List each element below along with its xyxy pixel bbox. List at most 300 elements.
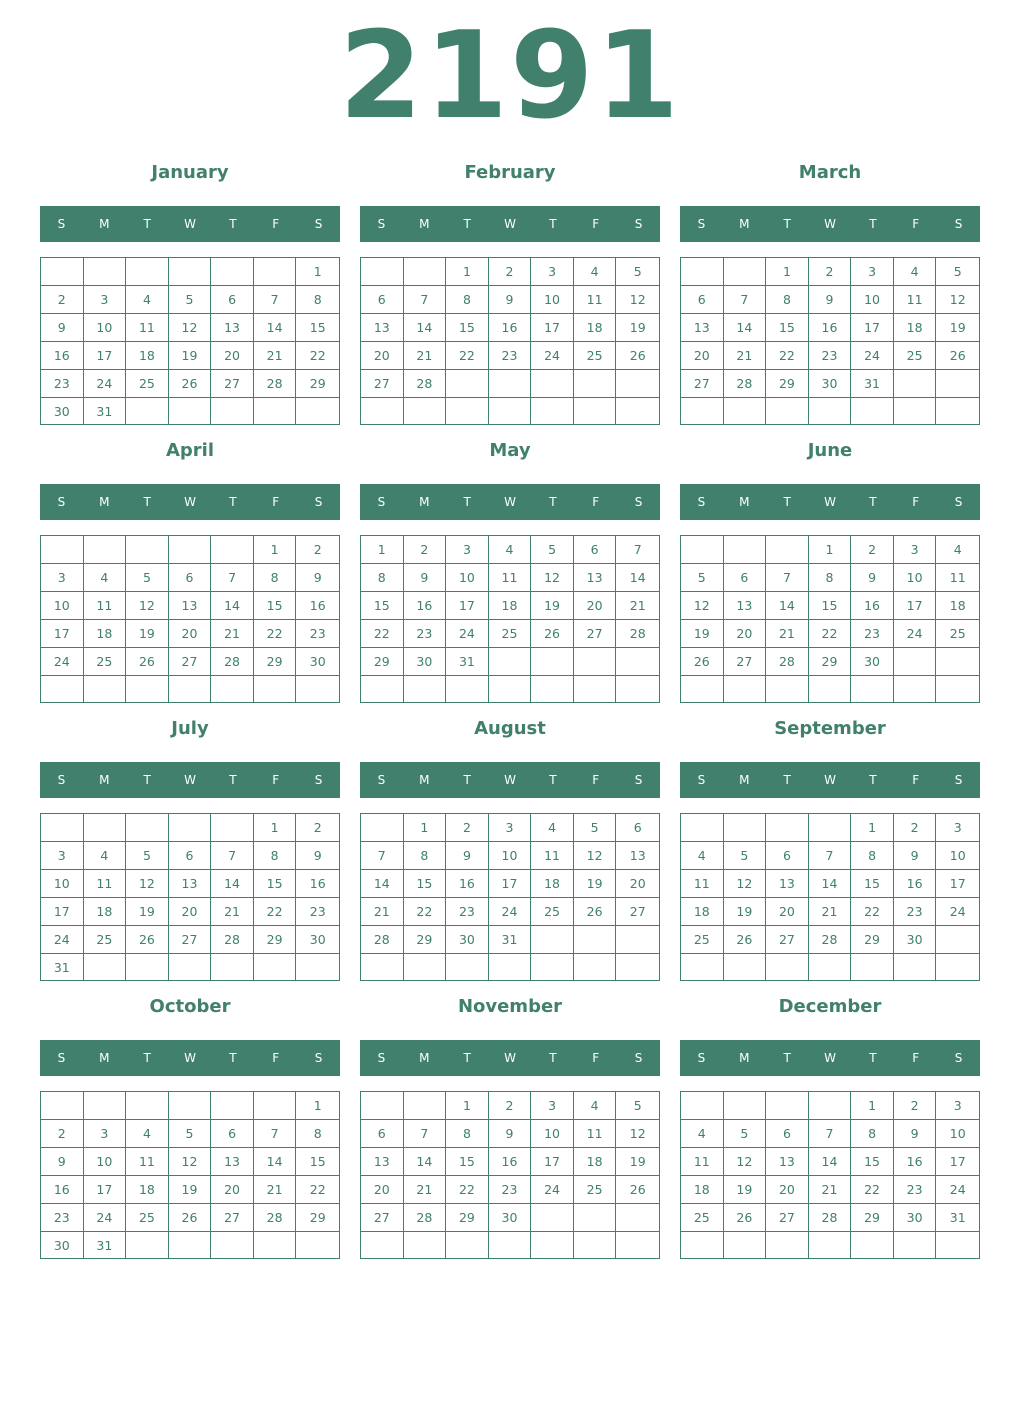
day-cell[interactable]: 18 (531, 870, 574, 898)
day-cell[interactable]: 25 (574, 1176, 617, 1204)
day-cell[interactable]: 5 (126, 564, 169, 592)
day-cell[interactable]: 5 (126, 842, 169, 870)
day-cell[interactable]: 30 (296, 648, 339, 676)
day-cell[interactable]: 24 (531, 1176, 574, 1204)
day-cell[interactable]: 17 (84, 342, 127, 370)
day-cell[interactable]: 8 (446, 286, 489, 314)
day-cell[interactable]: 3 (446, 536, 489, 564)
day-cell[interactable]: 1 (851, 814, 894, 842)
day-cell[interactable]: 11 (574, 286, 617, 314)
day-cell[interactable]: 11 (574, 1120, 617, 1148)
day-cell[interactable]: 29 (254, 926, 297, 954)
day-cell[interactable]: 29 (766, 370, 809, 398)
day-cell[interactable]: 28 (404, 1204, 447, 1232)
day-cell[interactable]: 16 (809, 314, 852, 342)
day-cell[interactable]: 26 (531, 620, 574, 648)
day-cell[interactable]: 21 (361, 898, 404, 926)
day-cell[interactable]: 3 (41, 564, 84, 592)
day-cell[interactable]: 20 (169, 898, 212, 926)
day-cell[interactable]: 26 (681, 648, 724, 676)
day-cell[interactable]: 28 (254, 370, 297, 398)
day-cell[interactable]: 13 (361, 314, 404, 342)
day-cell[interactable]: 27 (766, 1204, 809, 1232)
day-cell[interactable]: 23 (489, 342, 532, 370)
day-cell[interactable]: 22 (446, 1176, 489, 1204)
day-cell[interactable]: 6 (361, 1120, 404, 1148)
day-cell[interactable]: 17 (531, 1148, 574, 1176)
day-cell[interactable]: 19 (616, 314, 659, 342)
day-cell[interactable]: 10 (41, 870, 84, 898)
day-cell[interactable]: 15 (851, 870, 894, 898)
day-cell[interactable]: 18 (574, 1148, 617, 1176)
day-cell[interactable]: 10 (446, 564, 489, 592)
day-cell[interactable]: 14 (404, 1148, 447, 1176)
day-cell[interactable]: 7 (766, 564, 809, 592)
day-cell[interactable]: 28 (616, 620, 659, 648)
day-cell[interactable]: 17 (936, 1148, 979, 1176)
day-cell[interactable]: 20 (724, 620, 767, 648)
day-cell[interactable]: 5 (169, 286, 212, 314)
day-cell[interactable]: 14 (211, 592, 254, 620)
day-cell[interactable]: 29 (809, 648, 852, 676)
day-cell[interactable]: 3 (41, 842, 84, 870)
day-cell[interactable]: 27 (766, 926, 809, 954)
day-cell[interactable]: 19 (681, 620, 724, 648)
day-cell[interactable]: 9 (489, 286, 532, 314)
day-cell[interactable]: 25 (84, 648, 127, 676)
day-cell[interactable]: 28 (211, 926, 254, 954)
day-cell[interactable]: 28 (404, 370, 447, 398)
day-cell[interactable]: 16 (489, 314, 532, 342)
day-cell[interactable]: 29 (404, 926, 447, 954)
day-cell[interactable]: 6 (211, 286, 254, 314)
day-cell[interactable]: 27 (724, 648, 767, 676)
day-cell[interactable]: 22 (851, 898, 894, 926)
day-cell[interactable]: 5 (724, 1120, 767, 1148)
day-cell[interactable]: 9 (41, 314, 84, 342)
day-cell[interactable]: 12 (936, 286, 979, 314)
day-cell[interactable]: 16 (41, 1176, 84, 1204)
day-cell[interactable]: 29 (361, 648, 404, 676)
day-cell[interactable]: 12 (169, 1148, 212, 1176)
day-cell[interactable]: 12 (531, 564, 574, 592)
day-cell[interactable]: 4 (126, 286, 169, 314)
day-cell[interactable]: 9 (894, 842, 937, 870)
day-cell[interactable]: 19 (531, 592, 574, 620)
day-cell[interactable]: 21 (809, 1176, 852, 1204)
day-cell[interactable]: 1 (446, 258, 489, 286)
day-cell[interactable]: 8 (296, 286, 339, 314)
day-cell[interactable]: 23 (296, 898, 339, 926)
day-cell[interactable]: 25 (126, 1204, 169, 1232)
day-cell[interactable]: 18 (126, 1176, 169, 1204)
day-cell[interactable]: 25 (681, 1204, 724, 1232)
day-cell[interactable]: 10 (851, 286, 894, 314)
day-cell[interactable]: 14 (404, 314, 447, 342)
day-cell[interactable]: 5 (936, 258, 979, 286)
day-cell[interactable]: 7 (211, 564, 254, 592)
day-cell[interactable]: 26 (126, 926, 169, 954)
day-cell[interactable]: 25 (894, 342, 937, 370)
day-cell[interactable]: 16 (41, 342, 84, 370)
day-cell[interactable]: 15 (851, 1148, 894, 1176)
day-cell[interactable]: 26 (169, 370, 212, 398)
day-cell[interactable]: 17 (489, 870, 532, 898)
day-cell[interactable]: 12 (681, 592, 724, 620)
day-cell[interactable]: 18 (894, 314, 937, 342)
day-cell[interactable]: 26 (936, 342, 979, 370)
day-cell[interactable]: 21 (809, 898, 852, 926)
day-cell[interactable]: 11 (681, 1148, 724, 1176)
day-cell[interactable]: 29 (851, 1204, 894, 1232)
day-cell[interactable]: 4 (681, 1120, 724, 1148)
day-cell[interactable]: 27 (169, 648, 212, 676)
day-cell[interactable]: 20 (616, 870, 659, 898)
day-cell[interactable]: 24 (446, 620, 489, 648)
day-cell[interactable]: 19 (724, 1176, 767, 1204)
day-cell[interactable]: 9 (809, 286, 852, 314)
day-cell[interactable]: 15 (254, 870, 297, 898)
day-cell[interactable]: 5 (724, 842, 767, 870)
day-cell[interactable]: 8 (809, 564, 852, 592)
day-cell[interactable]: 12 (724, 870, 767, 898)
day-cell[interactable]: 1 (851, 1092, 894, 1120)
day-cell[interactable]: 15 (404, 870, 447, 898)
day-cell[interactable]: 16 (894, 870, 937, 898)
day-cell[interactable]: 22 (254, 898, 297, 926)
day-cell[interactable]: 30 (809, 370, 852, 398)
day-cell[interactable]: 31 (84, 398, 127, 425)
day-cell[interactable]: 18 (681, 898, 724, 926)
day-cell[interactable]: 24 (936, 1176, 979, 1204)
day-cell[interactable]: 25 (574, 342, 617, 370)
day-cell[interactable]: 27 (169, 926, 212, 954)
day-cell[interactable]: 28 (211, 648, 254, 676)
day-cell[interactable]: 28 (809, 926, 852, 954)
day-cell[interactable]: 5 (616, 258, 659, 286)
day-cell[interactable]: 28 (766, 648, 809, 676)
day-cell[interactable]: 30 (894, 926, 937, 954)
day-cell[interactable]: 15 (766, 314, 809, 342)
day-cell[interactable]: 20 (361, 1176, 404, 1204)
day-cell[interactable]: 20 (211, 1176, 254, 1204)
day-cell[interactable]: 10 (41, 592, 84, 620)
day-cell[interactable]: 6 (211, 1120, 254, 1148)
day-cell[interactable]: 2 (446, 814, 489, 842)
day-cell[interactable]: 4 (84, 842, 127, 870)
day-cell[interactable]: 7 (211, 842, 254, 870)
day-cell[interactable]: 6 (169, 842, 212, 870)
day-cell[interactable]: 5 (531, 536, 574, 564)
day-cell[interactable]: 7 (809, 1120, 852, 1148)
day-cell[interactable]: 18 (84, 898, 127, 926)
day-cell[interactable]: 27 (211, 1204, 254, 1232)
day-cell[interactable]: 5 (616, 1092, 659, 1120)
day-cell[interactable]: 2 (404, 536, 447, 564)
day-cell[interactable]: 13 (211, 314, 254, 342)
day-cell[interactable]: 11 (84, 592, 127, 620)
day-cell[interactable]: 12 (126, 592, 169, 620)
day-cell[interactable]: 5 (169, 1120, 212, 1148)
day-cell[interactable]: 8 (254, 564, 297, 592)
day-cell[interactable]: 26 (169, 1204, 212, 1232)
day-cell[interactable]: 24 (84, 1204, 127, 1232)
day-cell[interactable]: 7 (404, 1120, 447, 1148)
day-cell[interactable]: 6 (766, 842, 809, 870)
day-cell[interactable]: 22 (404, 898, 447, 926)
day-cell[interactable]: 1 (766, 258, 809, 286)
day-cell[interactable]: 7 (404, 286, 447, 314)
day-cell[interactable]: 14 (766, 592, 809, 620)
day-cell[interactable]: 12 (169, 314, 212, 342)
day-cell[interactable]: 23 (894, 898, 937, 926)
day-cell[interactable]: 28 (361, 926, 404, 954)
day-cell[interactable]: 9 (296, 842, 339, 870)
day-cell[interactable]: 30 (489, 1204, 532, 1232)
day-cell[interactable]: 17 (84, 1176, 127, 1204)
day-cell[interactable]: 3 (894, 536, 937, 564)
day-cell[interactable]: 8 (851, 1120, 894, 1148)
day-cell[interactable]: 29 (296, 370, 339, 398)
day-cell[interactable]: 23 (404, 620, 447, 648)
day-cell[interactable]: 14 (254, 314, 297, 342)
day-cell[interactable]: 6 (574, 536, 617, 564)
day-cell[interactable]: 19 (169, 342, 212, 370)
day-cell[interactable]: 3 (531, 258, 574, 286)
day-cell[interactable]: 14 (809, 1148, 852, 1176)
day-cell[interactable]: 17 (41, 898, 84, 926)
day-cell[interactable]: 30 (404, 648, 447, 676)
day-cell[interactable]: 20 (211, 342, 254, 370)
day-cell[interactable]: 6 (361, 286, 404, 314)
day-cell[interactable]: 9 (41, 1148, 84, 1176)
day-cell[interactable]: 29 (851, 926, 894, 954)
day-cell[interactable]: 19 (936, 314, 979, 342)
day-cell[interactable]: 8 (296, 1120, 339, 1148)
day-cell[interactable]: 3 (84, 286, 127, 314)
day-cell[interactable]: 21 (254, 1176, 297, 1204)
day-cell[interactable]: 25 (936, 620, 979, 648)
day-cell[interactable]: 11 (531, 842, 574, 870)
day-cell[interactable]: 1 (296, 258, 339, 286)
day-cell[interactable]: 8 (404, 842, 447, 870)
day-cell[interactable]: 13 (574, 564, 617, 592)
day-cell[interactable]: 17 (894, 592, 937, 620)
day-cell[interactable]: 20 (766, 1176, 809, 1204)
day-cell[interactable]: 14 (616, 564, 659, 592)
day-cell[interactable]: 13 (724, 592, 767, 620)
day-cell[interactable]: 18 (489, 592, 532, 620)
day-cell[interactable]: 7 (254, 1120, 297, 1148)
day-cell[interactable]: 24 (851, 342, 894, 370)
day-cell[interactable]: 19 (616, 1148, 659, 1176)
day-cell[interactable]: 1 (254, 814, 297, 842)
day-cell[interactable]: 9 (404, 564, 447, 592)
day-cell[interactable]: 19 (126, 620, 169, 648)
day-cell[interactable]: 11 (126, 1148, 169, 1176)
day-cell[interactable]: 6 (169, 564, 212, 592)
day-cell[interactable]: 23 (894, 1176, 937, 1204)
day-cell[interactable]: 21 (766, 620, 809, 648)
day-cell[interactable]: 31 (84, 1232, 127, 1259)
day-cell[interactable]: 27 (211, 370, 254, 398)
day-cell[interactable]: 14 (361, 870, 404, 898)
day-cell[interactable]: 21 (616, 592, 659, 620)
day-cell[interactable]: 23 (809, 342, 852, 370)
day-cell[interactable]: 10 (84, 1148, 127, 1176)
day-cell[interactable]: 10 (936, 842, 979, 870)
day-cell[interactable]: 4 (574, 1092, 617, 1120)
day-cell[interactable]: 23 (446, 898, 489, 926)
day-cell[interactable]: 1 (361, 536, 404, 564)
day-cell[interactable]: 21 (404, 1176, 447, 1204)
day-cell[interactable]: 13 (169, 592, 212, 620)
day-cell[interactable]: 1 (404, 814, 447, 842)
day-cell[interactable]: 5 (681, 564, 724, 592)
day-cell[interactable]: 31 (851, 370, 894, 398)
day-cell[interactable]: 3 (936, 814, 979, 842)
day-cell[interactable]: 21 (211, 898, 254, 926)
day-cell[interactable]: 9 (489, 1120, 532, 1148)
day-cell[interactable]: 23 (41, 1204, 84, 1232)
day-cell[interactable]: 13 (766, 870, 809, 898)
day-cell[interactable]: 31 (41, 954, 84, 981)
day-cell[interactable]: 12 (574, 842, 617, 870)
day-cell[interactable]: 5 (574, 814, 617, 842)
day-cell[interactable]: 6 (766, 1120, 809, 1148)
day-cell[interactable]: 1 (446, 1092, 489, 1120)
day-cell[interactable]: 15 (361, 592, 404, 620)
day-cell[interactable]: 8 (254, 842, 297, 870)
day-cell[interactable]: 2 (489, 1092, 532, 1120)
day-cell[interactable]: 7 (809, 842, 852, 870)
day-cell[interactable]: 4 (489, 536, 532, 564)
day-cell[interactable]: 30 (851, 648, 894, 676)
day-cell[interactable]: 29 (254, 648, 297, 676)
day-cell[interactable]: 18 (574, 314, 617, 342)
day-cell[interactable]: 7 (361, 842, 404, 870)
day-cell[interactable]: 2 (809, 258, 852, 286)
day-cell[interactable]: 12 (126, 870, 169, 898)
day-cell[interactable]: 30 (894, 1204, 937, 1232)
day-cell[interactable]: 26 (126, 648, 169, 676)
day-cell[interactable]: 8 (851, 842, 894, 870)
day-cell[interactable]: 24 (489, 898, 532, 926)
day-cell[interactable]: 11 (681, 870, 724, 898)
day-cell[interactable]: 28 (254, 1204, 297, 1232)
day-cell[interactable]: 10 (936, 1120, 979, 1148)
day-cell[interactable]: 4 (126, 1120, 169, 1148)
day-cell[interactable]: 6 (681, 286, 724, 314)
day-cell[interactable]: 16 (851, 592, 894, 620)
day-cell[interactable]: 1 (296, 1092, 339, 1120)
day-cell[interactable]: 16 (296, 870, 339, 898)
day-cell[interactable]: 3 (531, 1092, 574, 1120)
day-cell[interactable]: 28 (724, 370, 767, 398)
day-cell[interactable]: 7 (724, 286, 767, 314)
day-cell[interactable]: 24 (84, 370, 127, 398)
day-cell[interactable]: 9 (446, 842, 489, 870)
day-cell[interactable]: 31 (489, 926, 532, 954)
day-cell[interactable]: 16 (296, 592, 339, 620)
day-cell[interactable]: 20 (574, 592, 617, 620)
day-cell[interactable]: 27 (361, 1204, 404, 1232)
day-cell[interactable]: 17 (41, 620, 84, 648)
day-cell[interactable]: 2 (41, 286, 84, 314)
day-cell[interactable]: 25 (489, 620, 532, 648)
day-cell[interactable]: 13 (361, 1148, 404, 1176)
day-cell[interactable]: 3 (851, 258, 894, 286)
day-cell[interactable]: 21 (211, 620, 254, 648)
day-cell[interactable]: 11 (126, 314, 169, 342)
day-cell[interactable]: 9 (296, 564, 339, 592)
day-cell[interactable]: 26 (616, 342, 659, 370)
day-cell[interactable]: 2 (296, 536, 339, 564)
day-cell[interactable]: 10 (531, 286, 574, 314)
day-cell[interactable]: 26 (574, 898, 617, 926)
day-cell[interactable]: 12 (616, 286, 659, 314)
day-cell[interactable]: 15 (809, 592, 852, 620)
day-cell[interactable]: 24 (41, 926, 84, 954)
day-cell[interactable]: 29 (296, 1204, 339, 1232)
day-cell[interactable]: 16 (489, 1148, 532, 1176)
day-cell[interactable]: 21 (724, 342, 767, 370)
day-cell[interactable]: 22 (254, 620, 297, 648)
day-cell[interactable]: 22 (851, 1176, 894, 1204)
day-cell[interactable]: 2 (851, 536, 894, 564)
day-cell[interactable]: 25 (531, 898, 574, 926)
day-cell[interactable]: 3 (84, 1120, 127, 1148)
day-cell[interactable]: 23 (296, 620, 339, 648)
day-cell[interactable]: 26 (724, 926, 767, 954)
day-cell[interactable]: 26 (724, 1204, 767, 1232)
day-cell[interactable]: 2 (894, 1092, 937, 1120)
day-cell[interactable]: 22 (809, 620, 852, 648)
day-cell[interactable]: 4 (531, 814, 574, 842)
day-cell[interactable]: 31 (936, 1204, 979, 1232)
day-cell[interactable]: 2 (296, 814, 339, 842)
day-cell[interactable]: 28 (809, 1204, 852, 1232)
day-cell[interactable]: 22 (361, 620, 404, 648)
day-cell[interactable]: 15 (446, 314, 489, 342)
day-cell[interactable]: 2 (894, 814, 937, 842)
day-cell[interactable]: 14 (211, 870, 254, 898)
day-cell[interactable]: 25 (126, 370, 169, 398)
day-cell[interactable]: 24 (936, 898, 979, 926)
day-cell[interactable]: 2 (41, 1120, 84, 1148)
day-cell[interactable]: 30 (41, 1232, 84, 1259)
day-cell[interactable]: 16 (894, 1148, 937, 1176)
day-cell[interactable]: 4 (681, 842, 724, 870)
day-cell[interactable]: 8 (766, 286, 809, 314)
day-cell[interactable]: 25 (681, 926, 724, 954)
day-cell[interactable]: 18 (936, 592, 979, 620)
day-cell[interactable]: 13 (211, 1148, 254, 1176)
day-cell[interactable]: 2 (489, 258, 532, 286)
day-cell[interactable]: 19 (724, 898, 767, 926)
day-cell[interactable]: 6 (616, 814, 659, 842)
day-cell[interactable]: 11 (936, 564, 979, 592)
day-cell[interactable]: 1 (254, 536, 297, 564)
day-cell[interactable]: 14 (724, 314, 767, 342)
day-cell[interactable]: 12 (724, 1148, 767, 1176)
day-cell[interactable]: 30 (41, 398, 84, 425)
day-cell[interactable]: 20 (681, 342, 724, 370)
day-cell[interactable]: 21 (254, 342, 297, 370)
day-cell[interactable]: 24 (894, 620, 937, 648)
day-cell[interactable]: 7 (616, 536, 659, 564)
day-cell[interactable]: 27 (616, 898, 659, 926)
